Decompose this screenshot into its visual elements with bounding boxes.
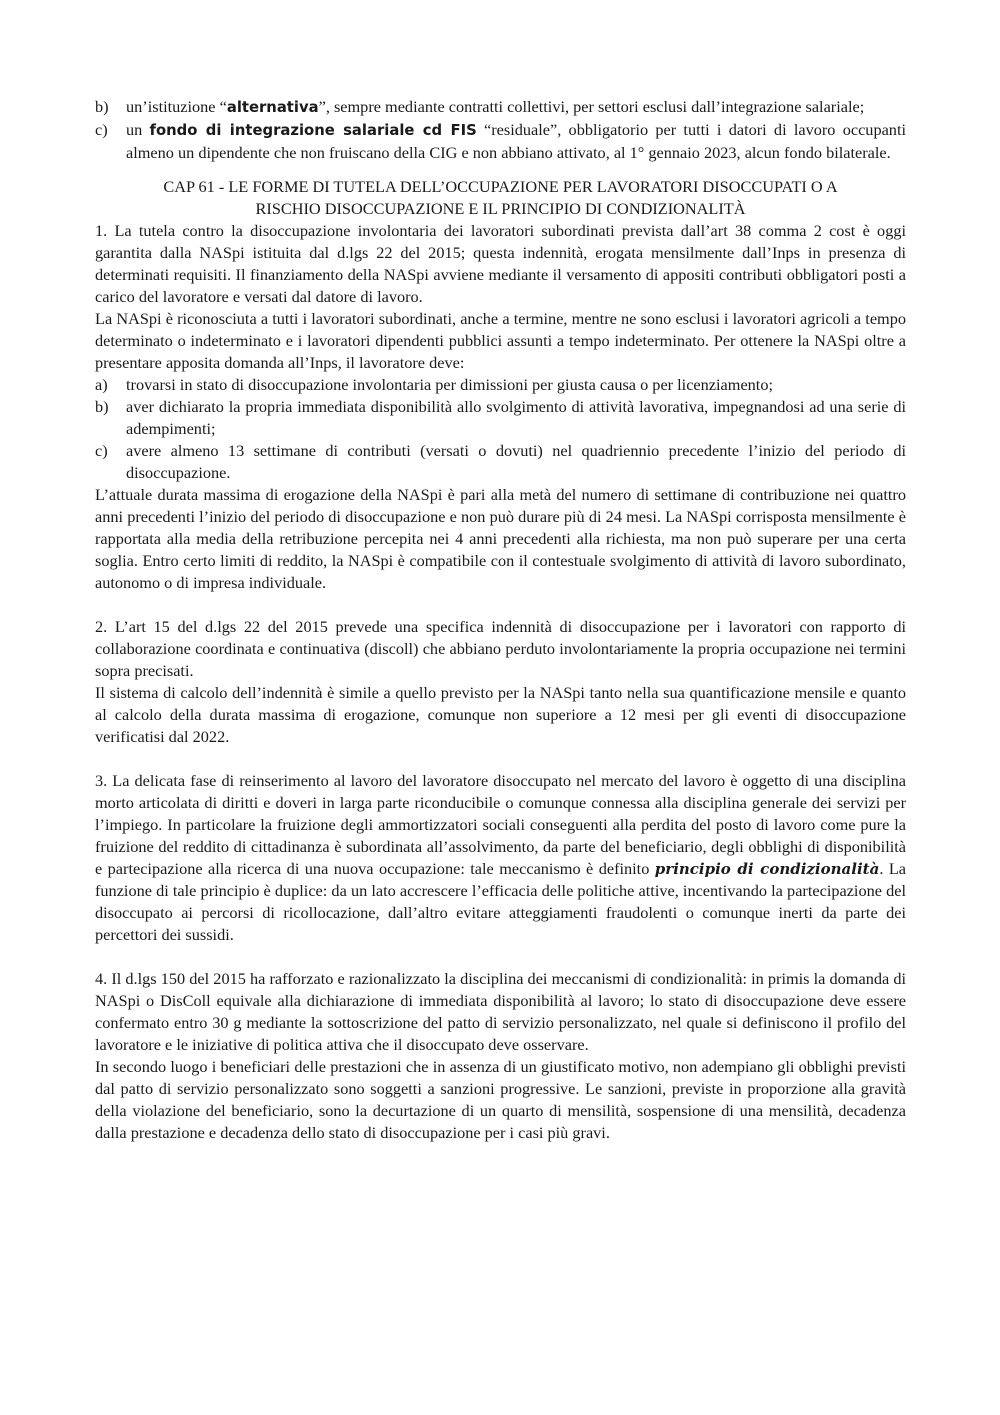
spacer	[95, 946, 906, 968]
list-marker: b)	[95, 397, 109, 416]
bold-term: fondo di integrazione salariale cd FIS	[149, 122, 477, 139]
list-text: trovarsi in stato di disoccupazione involontaria per dimissioni per giusta causa o per licenziamento;	[126, 375, 773, 394]
paragraph: 2. L’art 15 del d.lgs 22 del 2015 prevede una specifica indennità di disoccupazione per i lavoratori con rapporto di collaborazione coordinata e continuativa (discoll) che abbiano perduto involontariamente la propria occupazione nei termini sopra precisati.	[95, 617, 906, 680]
paragraph: L’attuale durata massima di erogazione della NASpi è pari alla metà del numero di settimane di contribuzione nei quattro anni precedenti l’inizio del periodo di disoccupazione e non può durare più di 24 mesi. La NASpi corrisposta mensilmente è rapportata alla media della retribuzione percepita nei 4 anni precedenti alla richiesta, ma non può superare per una certa soglia. Entro certo limiti di reddito, la NASpi è compatibile con il contestuale svolgimento di attività di lavoro subordinato, autonomo o di impresa individuale.	[95, 485, 906, 592]
paragraph: 1. La tutela contro la disoccupazione involontaria dei lavoratori subordinati prevista dall’art 38 comma 2 cost è oggi garantita dalla NASpi istituita dal d.lgs 22 del 2015; questa indennità, erogata mensilmente dall’Inps in presenza di determinati requisiti. Il finanziamento della NASpi avviene mediante il versamento di appositi contributi obbligatori posti a carico del lavoratore e versati dal datore di lavoro.	[95, 221, 906, 306]
list-marker: c)	[95, 441, 108, 460]
emphasized-term: principio di condizionalità	[654, 860, 880, 878]
list-marker: b)	[95, 97, 109, 116]
list-marker: a)	[95, 375, 108, 394]
list-item	[95, 396, 906, 440]
chapter-title	[95, 176, 906, 220]
list-item	[95, 440, 906, 484]
list-text: aver dichiarato la propria immediata disponibilità allo svolgimento di attività lavorativa, impegnandosi ad una serie di adempimenti;	[126, 397, 906, 438]
paragraph: 4. Il d.lgs 150 del 2015 ha rafforzato e razionalizzato la disciplina dei meccanismi di condizionalità: in primis la domanda di NASpi o DisColl equivale alla dichiarazione di immediata disponibilità al lavoro; lo stato di disoccupazione deve essere confermato entro 30 g mediante la sottoscrizione del patto di servizio personalizzato, nel quale si definiscono il profilo del lavoratore e le iniziative di politica attiva che il disoccupato deve osservare.	[95, 969, 906, 1054]
chapter-title-line: RISCHIO DISOCCUPAZIONE E IL PRINCIPIO DI CONDIZIONALITÀ	[255, 199, 746, 218]
paragraph	[95, 770, 906, 946]
list-item	[95, 119, 906, 164]
list-text: un’istituzione “	[126, 97, 227, 116]
paragraph-text: 3. La delicata fase di reinserimento al lavoro del lavoratore disoccupato nel mercato del lavoro è oggetto di una disciplina morto articolata di diritti e doveri in larga parte riconducibile o comunque connessa alla disciplina generale dei servizi per l’impiego. In particolare la fruizione degli ammortizzatori sociali conseguenti alla perdita del posto di lavoro come pure la fruizione del reddito di cittadinanza è subordinata all’assolvimento, da parte del beneficiario, degli obblighi di disponibilità e partecipazione alla ricerca di una nuova occupazione: tale meccanismo è definito	[95, 771, 906, 878]
list-text: “residuale”, obbligatorio per tutti i datori di lavoro occupanti almeno un dipendente che non fruiscano della CIG e non abbiano attivato, al 1° gennaio 2023, alcun fondo bilaterale.	[126, 120, 906, 162]
list-marker: c)	[95, 120, 108, 139]
list-text: avere almeno 13 settimane di contributi (versati o dovuti) nel quadriennio precedente l’inizio del periodo di disoccupazione.	[126, 441, 906, 482]
list-text: ”, sempre mediante contratti collettivi, per settori esclusi dall’integrazione salariale;	[318, 97, 865, 116]
paragraph-text: . La funzione di tale principio è duplice: da un lato accrescere l’efficacia delle politiche attive, incentivando la partecipazione del disoccupato ai percorsi di ricollocazione, dall’altro evitare atteggiamenti fraudolenti o comunque inerti da parte dei percettori dei sussidi.	[95, 859, 906, 944]
paragraph: In secondo luogo i beneficiari delle prestazioni che in assenza di un giustificato motivo, non adempiano gli obblighi previsti dal patto di servizio personalizzato sono soggetti a sanzioni progressive. Le sanzioni, previste in proporzione alla gravità della violazione del beneficiario, sono la decurtazione di un quarto di mensilità, sospensione di una mensilità, decadenza dalla prestazione e decadenza dello stato di disoccupazione per i casi più gravi.	[95, 1057, 906, 1142]
bold-term: alternativa	[226, 99, 319, 116]
list-item	[95, 96, 906, 119]
list-text: un	[126, 120, 150, 139]
list-item	[95, 374, 906, 396]
paragraph: Il sistema di calcolo dell’indennità è simile a quello previsto per la NASpi tanto nella sua quantificazione mensile e quanto al calcolo della durata massima di erogazione, comunque non superiore a 12 mesi per gli eventi di disoccupazione verificatisi dal 2022.	[95, 683, 906, 746]
spacer	[95, 748, 906, 770]
chapter-title-line: CAP 61 - LE FORME DI TUTELA DELL’OCCUPAZIONE PER LAVORATORI DISOCCUPATI O A	[163, 177, 838, 196]
paragraph: La NASpi è riconosciuta a tutti i lavoratori subordinati, anche a termine, mentre ne sono esclusi i lavoratori agricoli a tempo determinato o indeterminato e i lavoratori dipendenti pubblici assunti a tempo indeterminato. Per ottenere la NASpi oltre a presentare apposita domanda all’Inps, il lavoratore deve:	[95, 309, 906, 372]
spacer	[95, 594, 906, 616]
